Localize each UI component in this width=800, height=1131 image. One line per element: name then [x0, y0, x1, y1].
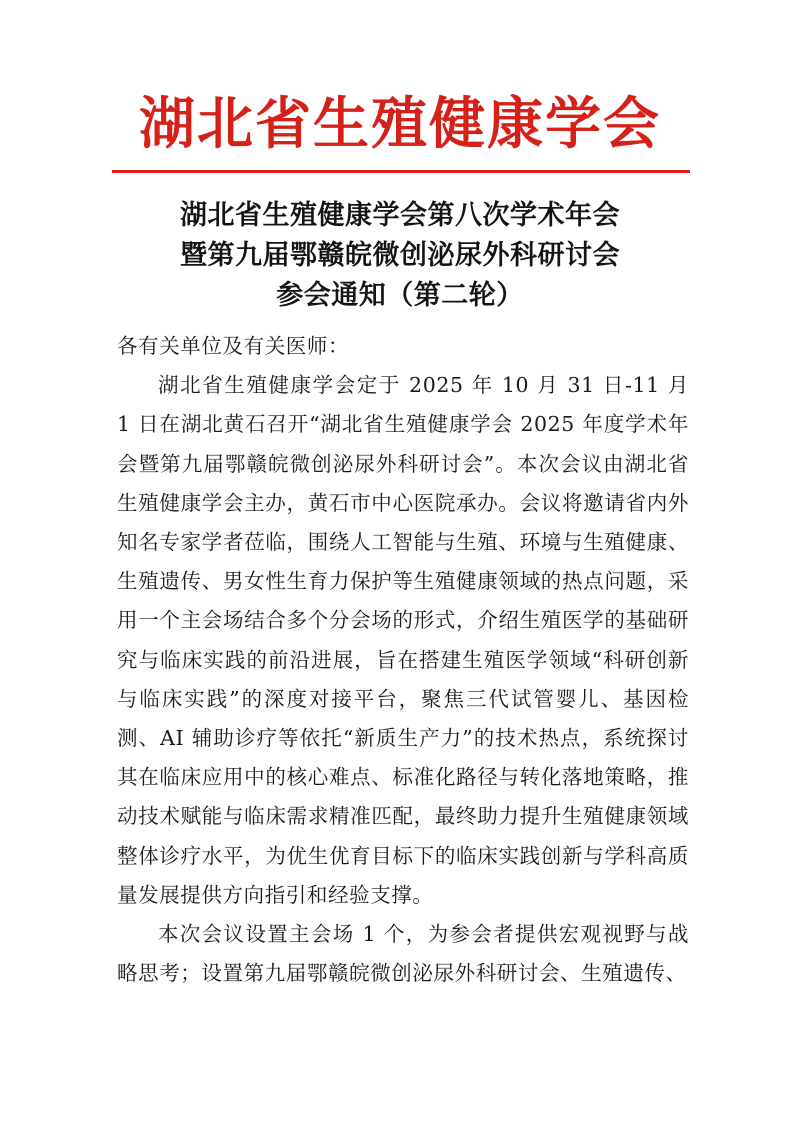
document-body: [117, 327, 689, 993]
document-title-line-3: 参会通知（第二轮）: [276, 280, 524, 311]
masthead: [0, 88, 800, 160]
document-title-block: [0, 196, 800, 316]
document-title-line-1: 湖北省生殖健康学会第八次学术年会: [180, 200, 620, 231]
masthead-organization-title: 湖北省生殖健康学会: [139, 91, 661, 157]
document-title-line-2: 暨第九届鄂赣皖微创泌尿外科研讨会: [180, 240, 620, 271]
body-paragraph-2: 本次会议设置主会场 1 个，为参会者提供宏观视野与战略思考；设置第九届鄂赣皖微创泌尿外科研讨会、生殖遗传、: [117, 922, 689, 986]
body-paragraph-1: 湖北省生殖健康学会定于 2025 年 10 月 31 日-11 月 1 日在湖北黄石召开“湖北省生殖健康学会 2025 年度学术年会暨第九届鄂赣皖微创泌尿外科研讨会”。本次会议由湖北省生殖健康学会主办，黄石市中心医院承办。会议将邀请省内外知名专家学者莅临，围绕人工智能与生殖、环境与生殖健康、生殖遗传、男女性生育力保护等生殖健康领域的热点问题，采用一个主会场结合多个分会场的形式，介绍生殖医学的基础研究与临床实践的前沿进展，旨在搭建生殖医学领域“科研创新与临床实践”的深度对接平台，聚焦三代试管婴儿、基因检测、AI 辅助诊疗等依托“新质生产力”的技术热点，系统探讨其在临床应用中的核心难点、标准化路径与转化落地策略，推动技术赋能与临床需求精准匹配，最终助力提升生殖健康领域整体诊疗水平，为优生优育目标下的临床实践创新与学科高质量发展提供方向指引和经验支撑。: [117, 373, 689, 907]
salutation: 各有关单位及有关医师：: [117, 334, 350, 358]
masthead-red-rule: [112, 170, 690, 173]
